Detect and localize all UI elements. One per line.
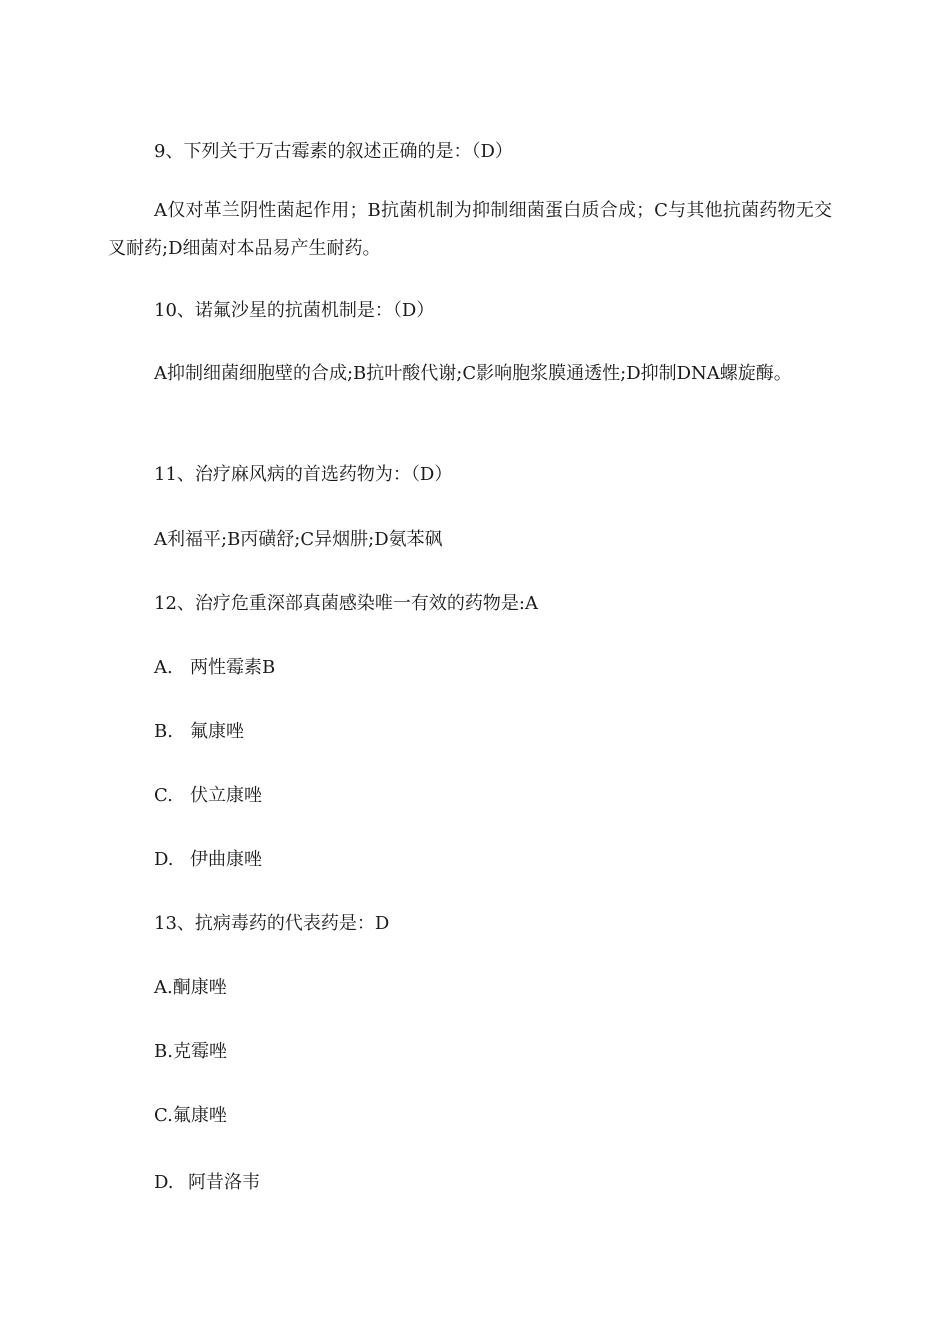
question-10-stem: 10、诺氟沙星的抗菌机制是：（D） [154, 300, 435, 321]
question-12-option-a [154, 655, 275, 681]
question-12-stem: 12、治疗危重深部真菌感染唯一有效的药物是:A [154, 593, 538, 614]
option-letter: D. [154, 849, 174, 870]
question-13-stem: 13、抗病毒药的代表药是：D [154, 913, 390, 934]
question-13-option-d [154, 1170, 260, 1196]
question-9-options: A仅对革兰阴性菌起作用；B抗菌机制为抑制细菌蛋白质合成；C与其他抗菌药物无交叉耐药;D细菌对本品易产生耐药。 [108, 200, 832, 259]
question-13-option-b: B.克霉唑 [154, 1041, 227, 1062]
option-letter: B. [154, 721, 173, 742]
option-text: 伊曲康唑 [190, 849, 262, 870]
option-text: 氟康唑 [190, 721, 244, 742]
option-letter: A. [154, 657, 173, 678]
question-12-option-d [154, 847, 262, 873]
question-13-option-c: C.氟康唑 [154, 1105, 227, 1126]
question-10-options: A抑制细菌细胞壁的合成;B抗叶酸代谢;C影响胞浆膜通透性;D抑制DNA螺旋酶。 [154, 363, 792, 384]
option-letter: C. [154, 785, 173, 806]
question-12-option-b [154, 719, 244, 745]
option-text: 伏立康唑 [190, 785, 262, 806]
option-letter: D. [154, 1172, 174, 1193]
question-11-stem: 11、治疗麻风病的首选药物为：（D） [154, 464, 453, 485]
option-text: 两性霉素B [190, 657, 276, 678]
option-text: 阿昔洛韦 [188, 1172, 260, 1193]
question-12-option-c [154, 783, 262, 809]
question-13-option-a: A.酮康唑 [154, 977, 227, 998]
question-11-options: A利福平;B丙磺舒;C异烟肼;D氨苯砜 [154, 529, 443, 550]
question-9-stem: 9、下列关于万古霉素的叙述正确的是：（D） [154, 141, 513, 162]
